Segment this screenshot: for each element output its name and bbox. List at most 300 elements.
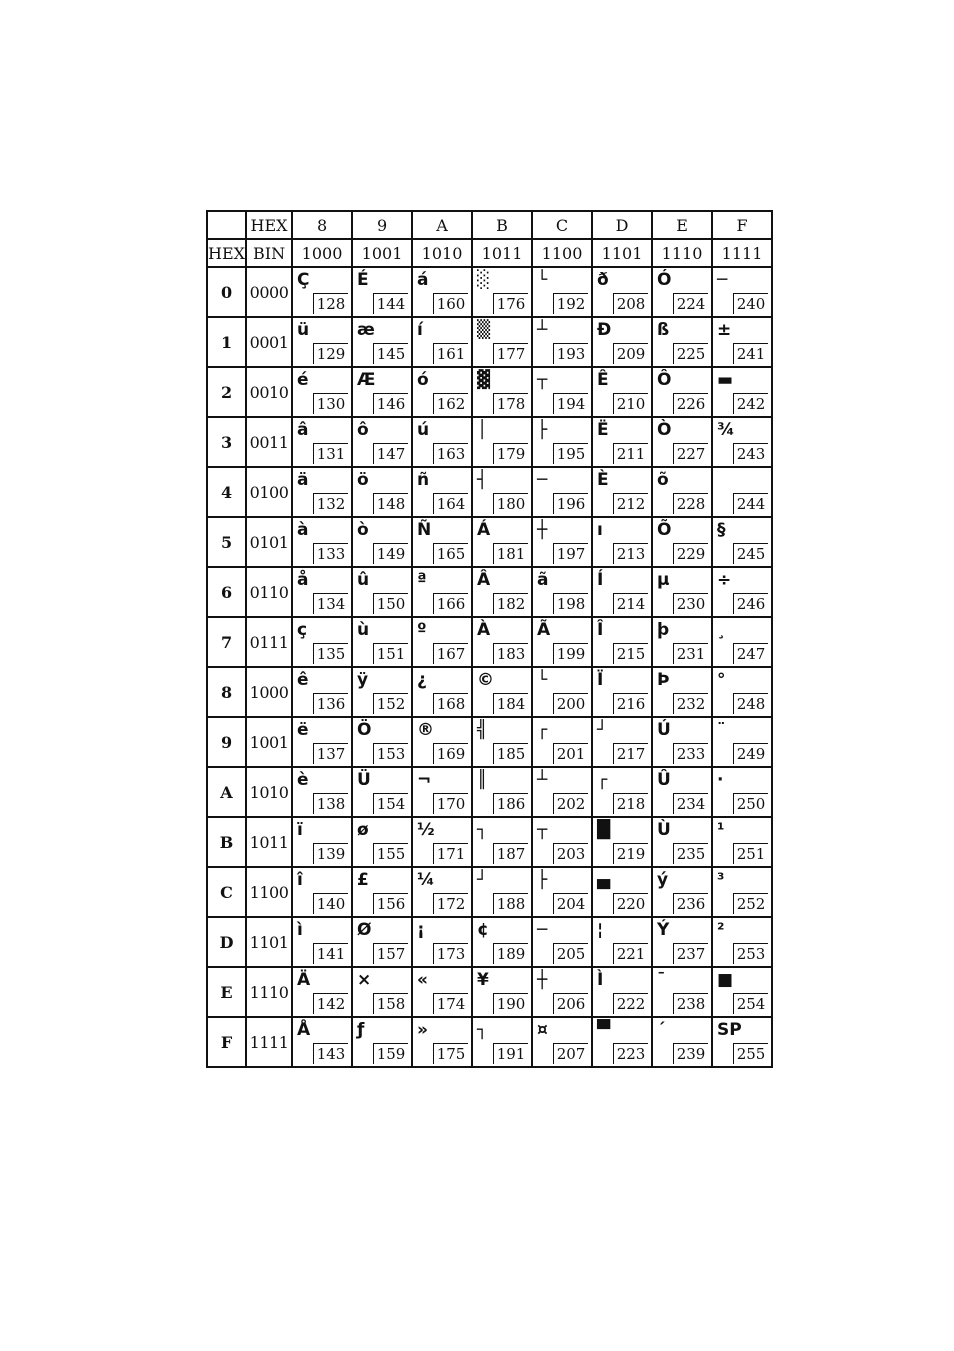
- character-glyph: Ê: [597, 370, 609, 390]
- decimal-code-box: 213: [613, 543, 648, 564]
- row-hex-label: 0: [207, 267, 246, 317]
- character-glyph: Ì: [597, 970, 604, 990]
- character-cell: [472, 967, 532, 1017]
- character-glyph: û: [357, 570, 370, 590]
- character-glyph: ▓: [477, 370, 491, 390]
- character-glyph: ¼: [417, 870, 435, 890]
- character-cell: [532, 617, 592, 667]
- decimal-code-box: 228: [673, 493, 708, 514]
- character-glyph: ¡: [417, 920, 425, 940]
- character-glyph: Í: [597, 570, 604, 590]
- character-glyph: ┌: [597, 770, 608, 790]
- character-glyph: ┼: [537, 970, 548, 990]
- character-glyph: ²: [717, 920, 725, 940]
- decimal-code-box: 174: [433, 993, 468, 1014]
- decimal-code-box: 149: [373, 543, 408, 564]
- row-bin-label: 1011: [246, 817, 292, 867]
- decimal-code-box: 207: [553, 1043, 588, 1064]
- character-glyph: ┐: [477, 1020, 488, 1040]
- decimal-code-box: 244: [733, 493, 768, 514]
- character-glyph: ı: [597, 520, 603, 540]
- column-hex-header: E: [652, 211, 712, 239]
- decimal-code-box: 161: [433, 343, 468, 364]
- character-cell: [712, 817, 772, 867]
- character-glyph: ×: [357, 970, 372, 990]
- character-cell: [352, 967, 412, 1017]
- decimal-code-box: 151: [373, 643, 408, 664]
- column-hex-header: D: [592, 211, 652, 239]
- character-cell: [472, 1017, 532, 1067]
- decimal-code-box: 139: [313, 843, 348, 864]
- character-cell: [292, 517, 352, 567]
- bin-header-label: BIN: [246, 239, 292, 267]
- row-hex-label: 4: [207, 467, 246, 517]
- character-glyph: SP: [717, 1020, 742, 1040]
- character-cell: [292, 617, 352, 667]
- character-cell: [412, 717, 472, 767]
- row-bin-label: 1100: [246, 867, 292, 917]
- decimal-code-box: 168: [433, 693, 468, 714]
- column-bin-header: 1000: [292, 239, 352, 267]
- character-cell: [292, 967, 352, 1017]
- character-glyph: õ: [657, 470, 669, 490]
- column-hex-header: A: [412, 211, 472, 239]
- character-cell: [712, 717, 772, 767]
- character-cell: [412, 317, 472, 367]
- decimal-code-box: 198: [553, 593, 588, 614]
- column-bin-header: 1110: [652, 239, 712, 267]
- character-glyph: ©: [477, 670, 495, 690]
- character-cell: [472, 417, 532, 467]
- character-cell: [712, 317, 772, 367]
- character-glyph: Û: [657, 770, 671, 790]
- decimal-code-box: 240: [733, 293, 768, 314]
- decimal-code-box: 246: [733, 593, 768, 614]
- decimal-code-box: 235: [673, 843, 708, 864]
- decimal-code-box: 232: [673, 693, 708, 714]
- character-cell: [352, 467, 412, 517]
- character-glyph: ¯: [657, 970, 666, 990]
- decimal-code-box: 162: [433, 393, 468, 414]
- character-cell: [592, 667, 652, 717]
- decimal-code-box: 194: [553, 393, 588, 414]
- character-cell: [532, 417, 592, 467]
- row-hex-label: 3: [207, 417, 246, 467]
- character-cell: [352, 717, 412, 767]
- decimal-code-box: 221: [613, 943, 648, 964]
- character-glyph: ¦: [597, 920, 604, 940]
- column-bin-header: 1111: [712, 239, 772, 267]
- character-glyph: ·: [717, 770, 724, 790]
- character-glyph: ü: [297, 320, 310, 340]
- column-hex-header: 8: [292, 211, 352, 239]
- character-cell: [412, 767, 472, 817]
- row-bin-label: 1101: [246, 917, 292, 967]
- decimal-code-box: 160: [433, 293, 468, 314]
- character-glyph: █: [597, 820, 611, 840]
- table-row: [207, 867, 772, 917]
- character-glyph: º: [417, 620, 427, 640]
- row-bin-label: 1111: [246, 1017, 292, 1067]
- character-glyph: Þ: [657, 670, 670, 690]
- decimal-code-box: 173: [433, 943, 468, 964]
- decimal-code-box: 236: [673, 893, 708, 914]
- character-cell: [472, 867, 532, 917]
- character-glyph: ¬: [417, 770, 432, 790]
- character-glyph: ┴: [537, 770, 548, 790]
- decimal-code-box: 147: [373, 443, 408, 464]
- character-glyph: ├: [537, 870, 548, 890]
- character-glyph: è: [297, 770, 309, 790]
- column-hex-header: C: [532, 211, 592, 239]
- character-glyph: ò: [357, 520, 369, 540]
- character-cell: [292, 1017, 352, 1067]
- decimal-code-box: 166: [433, 593, 468, 614]
- decimal-code-box: 245: [733, 543, 768, 564]
- decimal-code-box: 136: [313, 693, 348, 714]
- character-cell: [472, 517, 532, 567]
- character-cell: [532, 1017, 592, 1067]
- decimal-code-box: 181: [493, 543, 528, 564]
- decimal-code-box: 175: [433, 1043, 468, 1064]
- decimal-code-box: 196: [553, 493, 588, 514]
- character-glyph: Â: [477, 570, 491, 590]
- row-bin-label: 0011: [246, 417, 292, 467]
- column-bin-header: 1101: [592, 239, 652, 267]
- character-glyph: ù: [357, 620, 370, 640]
- decimal-code-box: 183: [493, 643, 528, 664]
- header-row-hex: [207, 211, 772, 239]
- character-cell: [352, 667, 412, 717]
- character-glyph: ▒: [477, 320, 491, 340]
- row-bin-label: 1000: [246, 667, 292, 717]
- row-bin-label: 0101: [246, 517, 292, 567]
- character-glyph: å: [297, 570, 309, 590]
- character-glyph: ┬: [537, 820, 548, 840]
- character-cell: [352, 317, 412, 367]
- table-row: [207, 767, 772, 817]
- character-cell: [472, 467, 532, 517]
- character-glyph: à: [297, 520, 309, 540]
- character-glyph: ð: [597, 270, 609, 290]
- character-cell: [712, 867, 772, 917]
- character-cell: [652, 967, 712, 1017]
- decimal-code-box: 211: [613, 443, 648, 464]
- table-row: [207, 467, 772, 517]
- table-row: [207, 917, 772, 967]
- row-bin-label: 1010: [246, 767, 292, 817]
- decimal-code-box: 152: [373, 693, 408, 714]
- character-glyph: ú: [417, 420, 430, 440]
- character-glyph: Ñ: [417, 520, 432, 540]
- decimal-code-box: 192: [553, 293, 588, 314]
- character-cell: [532, 267, 592, 317]
- decimal-code-box: 237: [673, 943, 708, 964]
- character-cell: [652, 717, 712, 767]
- decimal-code-box: 159: [373, 1043, 408, 1064]
- row-hex-label: 8: [207, 667, 246, 717]
- character-cell: [532, 367, 592, 417]
- character-glyph: â: [297, 420, 309, 440]
- decimal-code-box: 134: [313, 593, 348, 614]
- character-cell: [412, 917, 472, 967]
- row-hex-label: 6: [207, 567, 246, 617]
- character-glyph: ï: [297, 820, 303, 840]
- decimal-code-box: 169: [433, 743, 468, 764]
- character-glyph: ║: [477, 770, 488, 790]
- decimal-code-box: 212: [613, 493, 648, 514]
- character-cell: [472, 767, 532, 817]
- character-glyph: ¥: [477, 970, 489, 990]
- decimal-code-box: 135: [313, 643, 348, 664]
- character-glyph: ┼: [537, 520, 548, 540]
- character-glyph: ô: [357, 420, 369, 440]
- column-bin-header: 1010: [412, 239, 472, 267]
- decimal-code-box: 226: [673, 393, 708, 414]
- decimal-code-box: 187: [493, 843, 528, 864]
- decimal-code-box: 171: [433, 843, 468, 864]
- character-glyph: ¸: [717, 620, 726, 640]
- decimal-code-box: 190: [493, 993, 528, 1014]
- character-glyph: Ú: [657, 720, 671, 740]
- character-glyph: Ô: [657, 370, 672, 390]
- table-row: [207, 667, 772, 717]
- row-bin-label: 1110: [246, 967, 292, 1017]
- character-glyph: Ü: [357, 770, 371, 790]
- decimal-code-box: 145: [373, 343, 408, 364]
- character-cell: [472, 267, 532, 317]
- character-glyph: └: [537, 670, 548, 690]
- character-glyph: ÷: [717, 570, 732, 590]
- character-glyph: ┬: [537, 370, 548, 390]
- character-glyph: Ä: [297, 970, 311, 990]
- character-glyph: ®: [417, 720, 435, 740]
- decimal-code-box: 241: [733, 343, 768, 364]
- row-hex-label: 9: [207, 717, 246, 767]
- column-hex-header: F: [712, 211, 772, 239]
- character-cell: [652, 517, 712, 567]
- decimal-code-box: 239: [673, 1043, 708, 1064]
- decimal-code-box: 144: [373, 293, 408, 314]
- decimal-code-box: 158: [373, 993, 408, 1014]
- character-glyph: ┤: [477, 470, 488, 490]
- decimal-code-box: 138: [313, 793, 348, 814]
- decimal-code-box: 154: [373, 793, 408, 814]
- decimal-code-box: 164: [433, 493, 468, 514]
- character-glyph: æ: [357, 320, 375, 340]
- character-cell: [712, 617, 772, 667]
- row-hex-label: 2: [207, 367, 246, 417]
- character-glyph: »: [417, 1020, 429, 1040]
- character-cell: [712, 417, 772, 467]
- decimal-code-box: 155: [373, 843, 408, 864]
- character-glyph: ■: [717, 970, 734, 990]
- row-bin-label: 0100: [246, 467, 292, 517]
- decimal-code-box: 193: [553, 343, 588, 364]
- decimal-code-box: 199: [553, 643, 588, 664]
- character-glyph: °: [717, 670, 726, 690]
- decimal-code-box: 255: [733, 1043, 768, 1064]
- decimal-code-box: 197: [553, 543, 588, 564]
- character-cell: [352, 517, 412, 567]
- character-cell: [592, 567, 652, 617]
- decimal-code-box: 248: [733, 693, 768, 714]
- column-bin-header: 1001: [352, 239, 412, 267]
- decimal-code-box: 131: [313, 443, 348, 464]
- character-glyph: Õ: [657, 520, 672, 540]
- character-cell: [472, 817, 532, 867]
- character-glyph: þ: [657, 620, 670, 640]
- character-glyph: ─: [717, 270, 728, 290]
- character-cell: [352, 267, 412, 317]
- decimal-code-box: 242: [733, 393, 768, 414]
- character-glyph: ╣: [477, 720, 488, 740]
- character-glyph: Ý: [657, 920, 670, 940]
- table-row: [207, 717, 772, 767]
- decimal-code-box: 170: [433, 793, 468, 814]
- decimal-code-box: 205: [553, 943, 588, 964]
- row-hex-label: C: [207, 867, 246, 917]
- decimal-code-box: 250: [733, 793, 768, 814]
- character-cell: [712, 267, 772, 317]
- character-cell: [592, 917, 652, 967]
- character-glyph: Ç: [297, 270, 310, 290]
- character-glyph: µ: [657, 570, 670, 590]
- character-cell: [652, 367, 712, 417]
- character-cell: [352, 617, 412, 667]
- character-glyph: ì: [297, 920, 303, 940]
- decimal-code-box: 156: [373, 893, 408, 914]
- character-glyph: Ï: [597, 670, 604, 690]
- character-glyph: ¹: [717, 820, 725, 840]
- character-cell: [592, 767, 652, 817]
- decimal-code-box: 142: [313, 993, 348, 1014]
- character-cell: [412, 267, 472, 317]
- decimal-code-box: 132: [313, 493, 348, 514]
- decimal-code-box: 150: [373, 593, 408, 614]
- character-glyph: ┌: [537, 720, 548, 740]
- character-cell: [592, 517, 652, 567]
- character-cell: [412, 417, 472, 467]
- character-cell: [592, 417, 652, 467]
- character-code-table: [206, 210, 773, 1068]
- character-glyph: é: [297, 370, 309, 390]
- character-cell: [292, 467, 352, 517]
- character-glyph: È: [597, 470, 609, 490]
- decimal-code-box: 201: [553, 743, 588, 764]
- character-cell: [532, 567, 592, 617]
- character-glyph: ç: [297, 620, 308, 640]
- character-cell: [532, 467, 592, 517]
- character-glyph: Ó: [657, 270, 672, 290]
- decimal-code-box: 220: [613, 893, 648, 914]
- character-glyph: ø: [357, 820, 369, 840]
- decimal-code-box: 195: [553, 443, 588, 464]
- decimal-code-box: 203: [553, 843, 588, 864]
- character-glyph: ¢: [477, 920, 489, 940]
- character-cell: [712, 367, 772, 417]
- decimal-code-box: 208: [613, 293, 648, 314]
- character-cell: [592, 267, 652, 317]
- decimal-code-box: 233: [673, 743, 708, 764]
- character-cell: [412, 1017, 472, 1067]
- table-row: [207, 617, 772, 667]
- character-cell: [712, 967, 772, 1017]
- character-cell: [472, 567, 532, 617]
- character-cell: [352, 767, 412, 817]
- character-glyph: Å: [297, 1020, 311, 1040]
- character-cell: [292, 667, 352, 717]
- character-cell: [652, 267, 712, 317]
- column-bin-header: 1011: [472, 239, 532, 267]
- table-row: [207, 967, 772, 1017]
- character-glyph: │: [477, 420, 488, 440]
- character-cell: [712, 1017, 772, 1067]
- character-cell: [532, 517, 592, 567]
- decimal-code-box: 231: [673, 643, 708, 664]
- decimal-code-box: 163: [433, 443, 468, 464]
- character-cell: [532, 967, 592, 1017]
- decimal-code-box: 178: [493, 393, 528, 414]
- character-glyph: í: [417, 320, 423, 340]
- character-cell: [412, 867, 472, 917]
- decimal-code-box: 153: [373, 743, 408, 764]
- decimal-code-box: 219: [613, 843, 648, 864]
- decimal-code-box: 251: [733, 843, 768, 864]
- character-cell: [292, 567, 352, 617]
- table-row: [207, 317, 772, 367]
- character-glyph: Æ: [357, 370, 376, 390]
- character-glyph: ƒ: [357, 1020, 365, 1040]
- decimal-code-box: 140: [313, 893, 348, 914]
- character-cell: [472, 917, 532, 967]
- character-glyph: ░: [477, 270, 491, 290]
- decimal-code-box: 209: [613, 343, 648, 364]
- character-cell: [292, 817, 352, 867]
- character-cell: [532, 717, 592, 767]
- character-glyph: ±: [717, 320, 732, 340]
- character-glyph: ö: [357, 470, 369, 490]
- decimal-code-box: 172: [433, 893, 468, 914]
- decimal-code-box: 177: [493, 343, 528, 364]
- character-cell: [652, 567, 712, 617]
- decimal-code-box: 223: [613, 1043, 648, 1064]
- character-cell: [352, 567, 412, 617]
- character-cell: [292, 867, 352, 917]
- character-glyph: ý: [657, 870, 669, 890]
- character-glyph: ÿ: [357, 670, 369, 690]
- character-glyph: ´: [657, 1020, 666, 1040]
- character-cell: [592, 467, 652, 517]
- decimal-code-box: 225: [673, 343, 708, 364]
- character-glyph: ┐: [477, 820, 488, 840]
- character-cell: [352, 867, 412, 917]
- character-glyph: ─: [537, 470, 548, 490]
- character-cell: [712, 667, 772, 717]
- decimal-code-box: 247: [733, 643, 768, 664]
- character-cell: [292, 917, 352, 967]
- corner-cell: [207, 211, 246, 239]
- character-glyph: ª: [417, 570, 427, 590]
- character-cell: [352, 917, 412, 967]
- decimal-code-box: 184: [493, 693, 528, 714]
- character-glyph: ß: [657, 320, 670, 340]
- character-cell: [292, 267, 352, 317]
- character-glyph: └: [537, 270, 548, 290]
- decimal-code-box: 216: [613, 693, 648, 714]
- character-cell: [592, 1017, 652, 1067]
- character-cell: [412, 567, 472, 617]
